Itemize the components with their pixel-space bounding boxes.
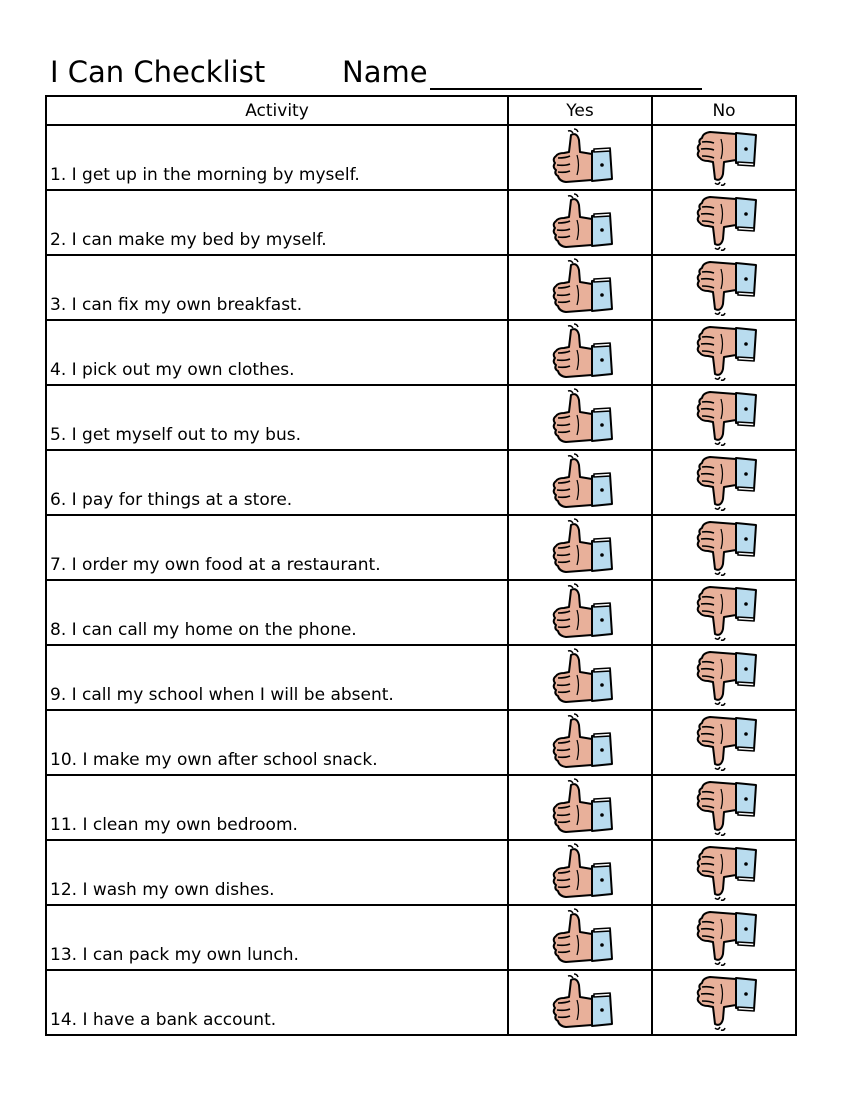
activity-cell: 8. I can call my home on the phone. <box>46 580 508 645</box>
thumbs-down-icon <box>688 582 760 644</box>
thumbs-down-icon <box>688 257 760 319</box>
no-cell[interactable] <box>652 125 796 190</box>
thumbs-down-icon <box>688 972 760 1034</box>
thumbs-up-icon <box>544 452 616 514</box>
no-cell[interactable] <box>652 905 796 970</box>
thumbs-down-icon <box>688 907 760 969</box>
yes-cell[interactable] <box>508 970 652 1035</box>
thumbs-up-icon <box>544 257 616 319</box>
thumbs-down-icon <box>688 322 760 384</box>
activity-cell: 2. I can make my bed by myself. <box>46 190 508 255</box>
header-row <box>46 96 796 125</box>
yes-cell[interactable] <box>508 840 652 905</box>
thumbs-down-icon <box>688 387 760 449</box>
no-cell[interactable] <box>652 515 796 580</box>
table-row <box>46 775 796 840</box>
no-cell[interactable] <box>652 255 796 320</box>
no-cell[interactable] <box>652 645 796 710</box>
no-cell[interactable] <box>652 710 796 775</box>
activity-cell: 5. I get myself out to my bus. <box>46 385 508 450</box>
thumbs-down-icon <box>688 517 760 579</box>
activity-cell: 10. I make my own after school snack. <box>46 710 508 775</box>
table-row <box>46 840 796 905</box>
thumbs-down-icon <box>688 192 760 254</box>
no-cell[interactable] <box>652 450 796 515</box>
no-cell[interactable] <box>652 775 796 840</box>
name-label: Name <box>342 55 428 89</box>
table-row <box>46 905 796 970</box>
activity-cell: 14. I have a bank account. <box>46 970 508 1035</box>
activity-cell: 3. I can fix my own breakfast. <box>46 255 508 320</box>
yes-cell[interactable] <box>508 255 652 320</box>
yes-cell[interactable] <box>508 125 652 190</box>
yes-cell[interactable] <box>508 450 652 515</box>
thumbs-up-icon <box>544 192 616 254</box>
thumbs-down-icon <box>688 777 760 839</box>
thumbs-up-icon <box>544 842 616 904</box>
no-cell[interactable] <box>652 970 796 1035</box>
thumbs-up-icon <box>544 777 616 839</box>
thumbs-up-icon <box>544 647 616 709</box>
name-blank-line[interactable] <box>430 88 702 90</box>
activity-cell: 1. I get up in the morning by myself. <box>46 125 508 190</box>
no-cell[interactable] <box>652 840 796 905</box>
yes-cell[interactable] <box>508 515 652 580</box>
yes-cell[interactable] <box>508 775 652 840</box>
table-row <box>46 320 796 385</box>
yes-cell[interactable] <box>508 385 652 450</box>
yes-cell[interactable] <box>508 580 652 645</box>
table-row <box>46 580 796 645</box>
table-row <box>46 450 796 515</box>
thumbs-up-icon <box>544 712 616 774</box>
column-header-yes: Yes <box>508 96 652 125</box>
thumbs-up-icon <box>544 517 616 579</box>
table-row <box>46 710 796 775</box>
thumbs-down-icon <box>688 712 760 774</box>
thumbs-down-icon <box>688 842 760 904</box>
activity-cell: 11. I clean my own bedroom. <box>46 775 508 840</box>
table-row <box>46 125 796 190</box>
yes-cell[interactable] <box>508 905 652 970</box>
thumbs-up-icon <box>544 127 616 189</box>
thumbs-up-icon <box>544 582 616 644</box>
thumbs-down-icon <box>688 127 760 189</box>
no-cell[interactable] <box>652 385 796 450</box>
yes-cell[interactable] <box>508 645 652 710</box>
table-row <box>46 385 796 450</box>
table-row <box>46 645 796 710</box>
thumbs-up-icon <box>544 387 616 449</box>
page-title: I Can Checklist <box>50 55 266 89</box>
column-header-no: No <box>652 96 796 125</box>
thumbs-down-icon <box>688 647 760 709</box>
table-row <box>46 255 796 320</box>
checklist-table <box>45 95 797 1036</box>
activity-cell: 7. I order my own food at a restaurant. <box>46 515 508 580</box>
activity-cell: 9. I call my school when I will be absent. <box>46 645 508 710</box>
activity-cell: 12. I wash my own dishes. <box>46 840 508 905</box>
no-cell[interactable] <box>652 190 796 255</box>
yes-cell[interactable] <box>508 710 652 775</box>
table-row <box>46 970 796 1035</box>
thumbs-up-icon <box>544 907 616 969</box>
no-cell[interactable] <box>652 580 796 645</box>
activity-cell: 6. I pay for things at a store. <box>46 450 508 515</box>
yes-cell[interactable] <box>508 320 652 385</box>
thumbs-up-icon <box>544 972 616 1034</box>
yes-cell[interactable] <box>508 190 652 255</box>
column-header-activity: Activity <box>46 96 508 125</box>
table-row <box>46 190 796 255</box>
table-row <box>46 515 796 580</box>
thumbs-down-icon <box>688 452 760 514</box>
activity-cell: 13. I can pack my own lunch. <box>46 905 508 970</box>
activity-cell: 4. I pick out my own clothes. <box>46 320 508 385</box>
no-cell[interactable] <box>652 320 796 385</box>
thumbs-up-icon <box>544 322 616 384</box>
